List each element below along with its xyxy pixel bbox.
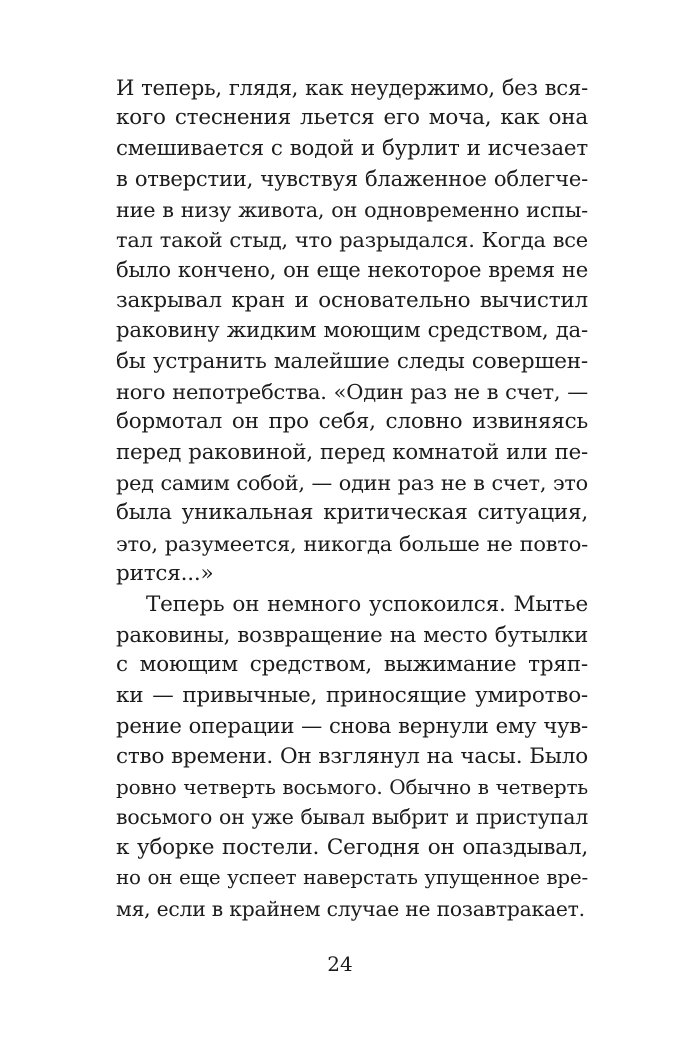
text-line: смешивается с водой и бурлит и исчезает xyxy=(116,135,588,161)
text-line: была уникальная критическая ситуация, xyxy=(116,500,588,526)
text-line: кого стеснения льется его моча, как она xyxy=(116,105,588,131)
page-number: 24 xyxy=(327,952,353,976)
body-text xyxy=(116,73,588,924)
text-line: к уборке постели. Сегодня он опаздывал, xyxy=(116,834,588,860)
text-line: ред самим собой, — один раз не в счет, это xyxy=(116,471,588,496)
text-line: ровно четверть восьмого. Обычно в четверть xyxy=(116,774,588,799)
text-line: бормотал он про себя, словно извиняясь xyxy=(116,409,588,435)
text-line: с моющим средством, выжимание тряп- xyxy=(116,652,588,678)
text-line: раковину жидким моющим средством, да- xyxy=(116,318,588,344)
text-line: закрывал кран и основательно вычистил xyxy=(116,287,588,313)
text-line: ние в низу живота, он одновременно испы- xyxy=(116,197,588,222)
text-line: раковины, возвращение на место бутылки xyxy=(116,622,588,648)
paragraph-1 xyxy=(116,73,588,590)
text-line: это, разумеется, никогда больше не повто- xyxy=(116,531,588,556)
text-line: мя, если в крайнем случае не позавтракает. xyxy=(116,896,585,921)
text-line: рится...» xyxy=(116,561,214,587)
text-line: Теперь он немного успокоился. Мытье xyxy=(146,591,588,617)
paragraph-2 xyxy=(116,590,588,924)
text-line: в отверстии, чувствуя блаженное облегче- xyxy=(116,166,588,192)
text-line: восьмого он уже бывал выбрит и приступал xyxy=(116,805,588,830)
text-line: но он еще успеет наверстать упущенное вре- xyxy=(116,866,588,890)
text-line: ки — привычные, приносящие умиротво- xyxy=(116,682,588,708)
text-line: ство времени. Он взглянул на часы. Было xyxy=(116,743,588,769)
text-line: бы устранить малейшие следы совершен- xyxy=(116,348,588,374)
text-line: было кончено, он еще некоторое время не xyxy=(116,257,588,283)
text-line: ного непотребства. «Один раз не в счет, — xyxy=(116,379,588,404)
text-line: тал такой стыд, что разрыдался. Когда все xyxy=(116,227,588,252)
text-line: рение операции — снова вернули ему чув- xyxy=(116,713,588,739)
text-line: перед раковиной, перед комнатой или пе- xyxy=(116,439,588,465)
text-line: И теперь, глядя, как неудержимо, без вся- xyxy=(116,75,588,100)
